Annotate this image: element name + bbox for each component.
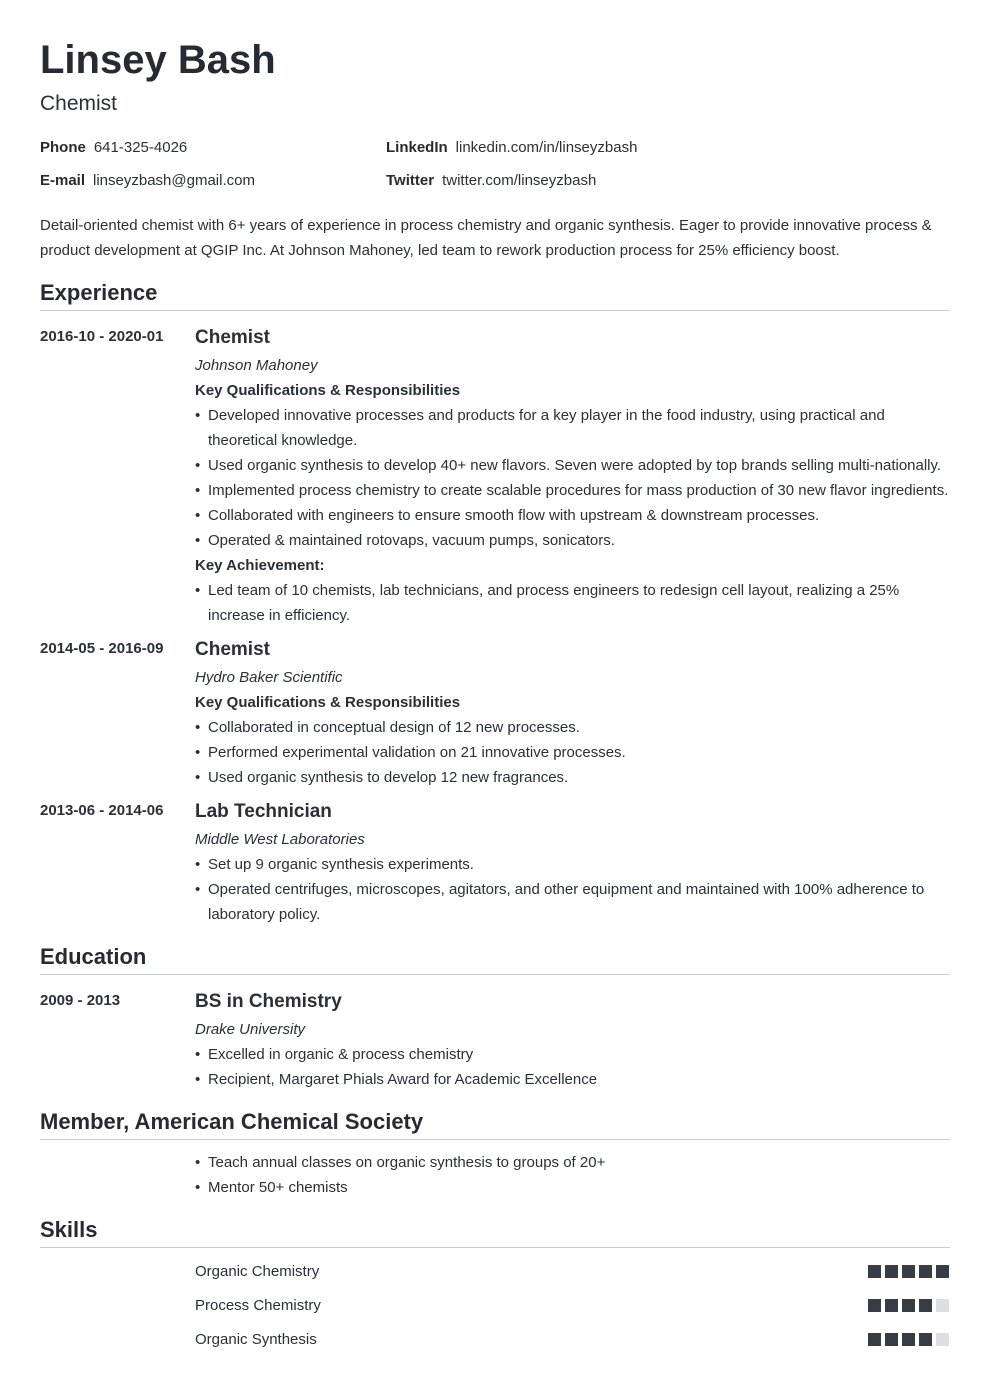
email-value: linseyzbash@gmail.com [93,172,255,189]
experience-entry [40,800,950,927]
job-title: Chemist [195,327,270,348]
skill-dot-filled [868,1333,881,1346]
candidate-name: Linsey Bash [40,38,276,82]
company-name: Johnson Mahoney [195,357,318,374]
contact-grid [40,137,950,191]
bullet-item: • Collaborated with engineers to ensure smooth flow with upstream & downstream processes. [195,503,950,528]
skill-name: Organic Synthesis [195,1330,317,1348]
twitter-value: twitter.com/linseyzbash [442,172,597,189]
bullet-item: • Used organic synthesis to develop 40+ new flavors. Seven were adopted by top brands selling multi-nationally. [195,453,950,478]
experience-entry [40,638,950,790]
job-title: Chemist [195,639,270,660]
skill-row [40,1322,950,1356]
education-entry [40,990,950,1092]
bullet-list [195,852,950,927]
skill-dot-empty [936,1333,949,1346]
bullet-list [195,403,950,553]
phone-label: Phone [40,139,86,156]
skill-dot-filled [885,1265,898,1278]
bullet-list [195,578,950,628]
qualifications-heading: Key Qualifications & Responsibilities [195,382,461,399]
contact-email [40,170,386,191]
membership-heading: Member, American Chemical Society [40,1108,950,1140]
skill-level-meter [868,1333,949,1346]
bullet-list [195,715,950,790]
experience-heading: Experience [40,279,950,311]
twitter-label: Twitter [386,172,435,189]
skill-dot-filled [902,1265,915,1278]
skill-dot-filled [919,1333,932,1346]
skill-dot-filled [885,1299,898,1312]
bullet-item: • Implemented process chemistry to create scalable procedures for mass production of 30 new flavor ingredients. [195,478,950,503]
contact-twitter [386,170,950,191]
entry-dates: 2016-10 - 2020-01 [40,328,164,345]
bullet-item: • Led team of 10 chemists, lab technicians, and process engineers to redesign cell layout, realizing a 25% increase in efficiency. [195,578,950,628]
skill-name: Organic Chemistry [195,1262,320,1280]
skill-name: Process Chemistry [195,1296,321,1314]
bullet-item: • Performed experimental validation on 21 innovative processes. [195,740,950,765]
skill-dot-filled [902,1333,915,1346]
summary: Detail-oriented chemist with 6+ years of experience in process chemistry and organic synthesis. Eager to provide innovative process & product development at QGIP Inc. At Johnson Mahoney, led team to rework production process for 25% efficiency boost. [40,217,932,259]
bullet-item: • Used organic synthesis to develop 12 new fragrances. [195,765,950,790]
education-heading: Education [40,943,950,975]
skill-row [40,1254,950,1288]
skill-dot-filled [868,1299,881,1312]
bullet-item: • Set up 9 organic synthesis experiments. [195,852,950,877]
job-title: Lab Technician [195,801,332,822]
skill-level-meter [868,1265,949,1278]
skill-dot-filled [868,1265,881,1278]
bullet-item: • Recipient, Margaret Phials Award for Academic Excellence [195,1067,950,1092]
company-name: Middle West Laboratories [195,831,365,848]
contact-linkedin [386,137,950,158]
bullet-item: • Developed innovative processes and products for a key player in the food industry, using practical and theoretical knowledge. [195,403,950,453]
skills-heading: Skills [40,1216,950,1248]
candidate-title: Chemist [40,92,118,115]
bullet-item: • Mentor 50+ chemists [195,1175,950,1200]
skill-dot-filled [936,1265,949,1278]
entry-dates: 2009 - 2013 [40,992,121,1009]
skill-level-meter [868,1299,949,1312]
linkedin-value: linkedin.com/in/linseyzbash [455,139,638,156]
email-label: E-mail [40,172,86,189]
achievement-heading: Key Achievement: [195,557,325,574]
skill-dot-filled [885,1333,898,1346]
bullet-item: • Operated centrifuges, microscopes, agitators, and other equipment and maintained with 100% adherence to laboratory policy. [195,877,950,927]
bullet-item: • Operated & maintained rotovaps, vacuum pumps, sonicators. [195,528,950,553]
bullet-item: • Excelled in organic & process chemistry [195,1042,950,1067]
school-name: Drake University [195,1021,306,1038]
bullet-item: • Collaborated in conceptual design of 12 new processes. [195,715,950,740]
phone-value: 641-325-4026 [93,139,188,156]
bullet-list [195,1042,950,1092]
skill-dot-filled [902,1299,915,1312]
linkedin-label: LinkedIn [386,139,448,156]
bullet-list [195,1150,950,1200]
entry-dates: 2013-06 - 2014-06 [40,802,164,819]
skill-dot-empty [936,1299,949,1312]
skills-list [40,1254,950,1356]
skill-dot-filled [919,1299,932,1312]
qualifications-heading: Key Qualifications & Responsibilities [195,694,461,711]
skill-row [40,1288,950,1322]
skill-dot-filled [919,1265,932,1278]
membership-entry [40,1150,950,1200]
experience-entry [40,326,950,628]
bullet-item: • Teach annual classes on organic synthesis to groups of 20+ [195,1150,950,1175]
company-name: Hydro Baker Scientific [195,669,343,686]
entry-dates: 2014-05 - 2016-09 [40,640,164,657]
contact-phone [40,137,386,158]
degree-title: BS in Chemistry [195,991,342,1012]
